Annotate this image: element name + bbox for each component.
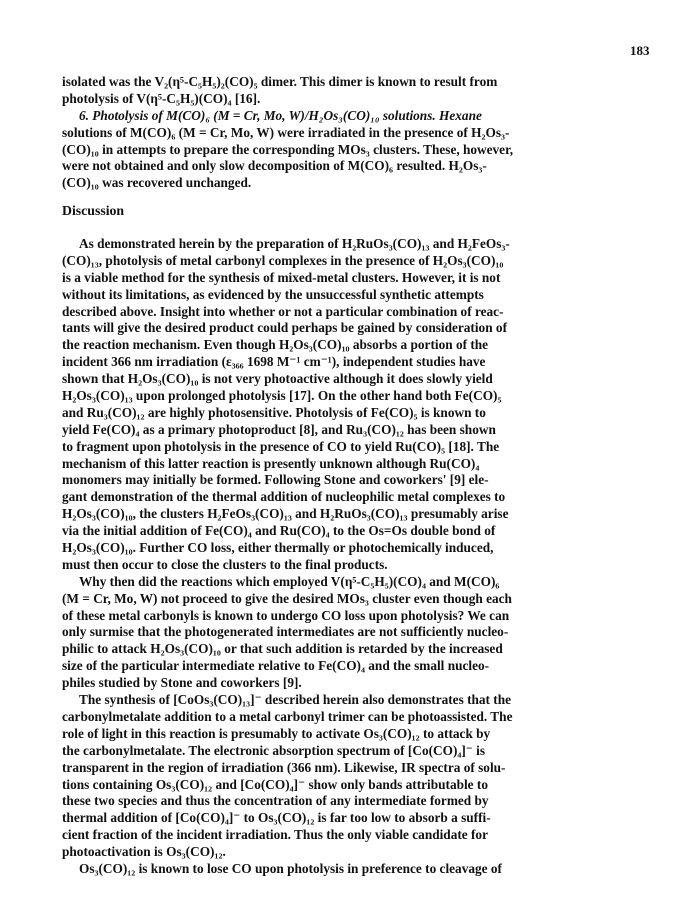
- text-line: the reaction mechanism. Even though H₂Os₃(CO)₁₀ absorbs a portion of the: [62, 337, 489, 353]
- text-line: transparent in the region of irradiation (366 nm). Likewise, IR spectra of solu-: [62, 759, 506, 775]
- text-line: (CO)₁₀ was recovered unchanged.: [62, 175, 252, 191]
- text-line: cient fraction of the incident irradiation. Thus the only viable candidate for: [62, 827, 488, 843]
- text-line: tions containing Os₃(CO)₁₂ and [Co(CO)₄]⁻ show only bands attributable to: [62, 776, 488, 792]
- paragraph-photolysis-results: [62, 74, 640, 192]
- text-line: these two species and thus the concentration of any intermediate formed by: [62, 793, 489, 809]
- text-line: H₂Os₃(CO)₁₀, the clusters H₂FeOs₃(CO)₁₃ and H₂RuOs₃(CO)₁₃ presumably arise: [62, 506, 509, 522]
- text-line: incident 366 nm irradiation (ε₃₆₆ 1698 M⁻¹ cm⁻¹), independent studies have: [62, 354, 486, 370]
- text-line: the carbonylmetalate. The electronic absorption spectrum of [Co(CO)₄]⁻ is: [62, 742, 486, 758]
- text-line: size of the particular intermediate relative to Fe(CO)₄ and the small nucleo-: [62, 658, 490, 674]
- text-line: H₂Os₃(CO)₁₀. Further CO loss, either thermally or photochemically induced,: [62, 540, 494, 556]
- text-line: mechanism of this latter reaction is presently unknown although Ru(CO)₄: [62, 455, 480, 471]
- text-line: philes studied by Stone and coworkers [9].: [62, 675, 302, 691]
- text-line: (M = Cr, Mo, W) not proceed to give the desired MOs₃ cluster even though each: [62, 590, 512, 606]
- text-line: described above. Insight into whether or not a particular combination of reac-: [62, 303, 504, 319]
- text-line: H₂Os₃(CO)₁₃ upon prolonged photolysis [17]. On the other hand both Fe(CO)₅: [62, 388, 502, 404]
- text-line: monomers may initially be formed. Following Stone and coworkers' [9] ele-: [62, 472, 489, 488]
- section-heading: Discussion: [62, 203, 125, 218]
- text-line: is a viable method for the synthesis of mixed-metal clusters. However, it is not: [62, 269, 501, 285]
- text-line: were not obtained and only slow decomposition of M(CO)₆ resulted. H₂Os₃-: [62, 158, 487, 174]
- text-line: role of light in this reaction is presumably to activate Os₃(CO)₁₂ to attack by: [62, 725, 491, 741]
- text-line: via the initial addition of Fe(CO)₄ and Ru(CO)₄ to the Os=Os double bond of: [62, 523, 496, 539]
- text-line: The synthesis of [CoOs₃(CO)₁₃]⁻ described herein also demonstrates that the: [79, 692, 512, 708]
- text-line: photoactivation is Os₃(CO)₁₂.: [62, 844, 226, 860]
- text-line: As demonstrated herein by the preparation of H₂RuOs₃(CO)₁₃ and H₂FeOs₃-: [79, 236, 510, 251]
- text-line: yield Fe(CO)₄ as a primary photoproduct [8], and Ru₃(CO)₁₂ has been shown: [62, 421, 496, 437]
- text-line: gant demonstration of the thermal addition of nucleophilic metal complexes to: [62, 489, 506, 505]
- text-line: solutions of M(CO)₆ (M = Cr, Mo, W) were irradiated in the presence of H₂Os₃-: [62, 124, 510, 140]
- text-line: philic to attack H₂Os₃(CO)₁₀ or that such addition is retarded by the increased: [62, 641, 503, 657]
- page-number: 183: [630, 43, 650, 58]
- text-line: Why then did the reactions which employed V(η⁵-C₅H₅)(CO)₄ and M(CO)₆: [79, 573, 500, 589]
- text-line: only surmise that the photogenerated intermediates are not sufficiently nucleo-: [62, 624, 509, 640]
- text-line: and Ru₃(CO)₁₂ are highly photosensitive. Photolysis of Fe(CO)₅ is known to: [62, 404, 486, 420]
- text-line: to fragment upon photolysis in the presence of CO to yield Ru(CO)₅ [18]. The: [62, 438, 500, 454]
- text-line: (CO)₁₃, photolysis of metal carbonyl complexes in the presence of H₂Os₃(CO)₁₀: [62, 252, 504, 268]
- text-line: isolated was the V₂(η⁵-C₅H₅)₂(CO)₅ dimer. This dimer is known to result from: [62, 74, 498, 89]
- text-line: of these metal carbonyls is known to undergo CO loss upon photolysis? We can: [62, 607, 510, 623]
- text-line: without its limitations, as evidenced by the unsuccessful synthetic attempts: [62, 286, 484, 302]
- text-line: photolysis of V(η⁵-C₅H₅)(CO)₄ [16].: [62, 90, 261, 106]
- paragraph-discussion: [62, 236, 640, 878]
- text-line: carbonylmetalate addition to a metal carbonyl trimer can be photoassisted. The: [62, 708, 513, 724]
- text-line: shown that H₂Os₃(CO)₁₀ is not very photoactive although it does slowly yield: [62, 371, 493, 387]
- text-line: thermal addition of [Co(CO)₄]⁻ to Os₃(CO)₁₂ is far too low to absorb a suffi-: [62, 810, 491, 826]
- text-line: tants will give the desired product could perhaps be gained by consideration of: [62, 320, 507, 336]
- text-line: (CO)₁₀ in attempts to prepare the corresponding MOs₃ clusters. These, however,: [62, 141, 514, 157]
- text-line: Os₃(CO)₁₂ is known to lose CO upon photolysis in preference to cleavage of: [79, 860, 502, 876]
- text-line: must then occur to close the clusters to the final products.: [62, 556, 388, 572]
- subsection-title: 6. Photolysis of M(CO)₆ (M = Cr, Mo, W)/H₂Os₃(CO)₁₀ solutions. Hexane: [79, 107, 482, 123]
